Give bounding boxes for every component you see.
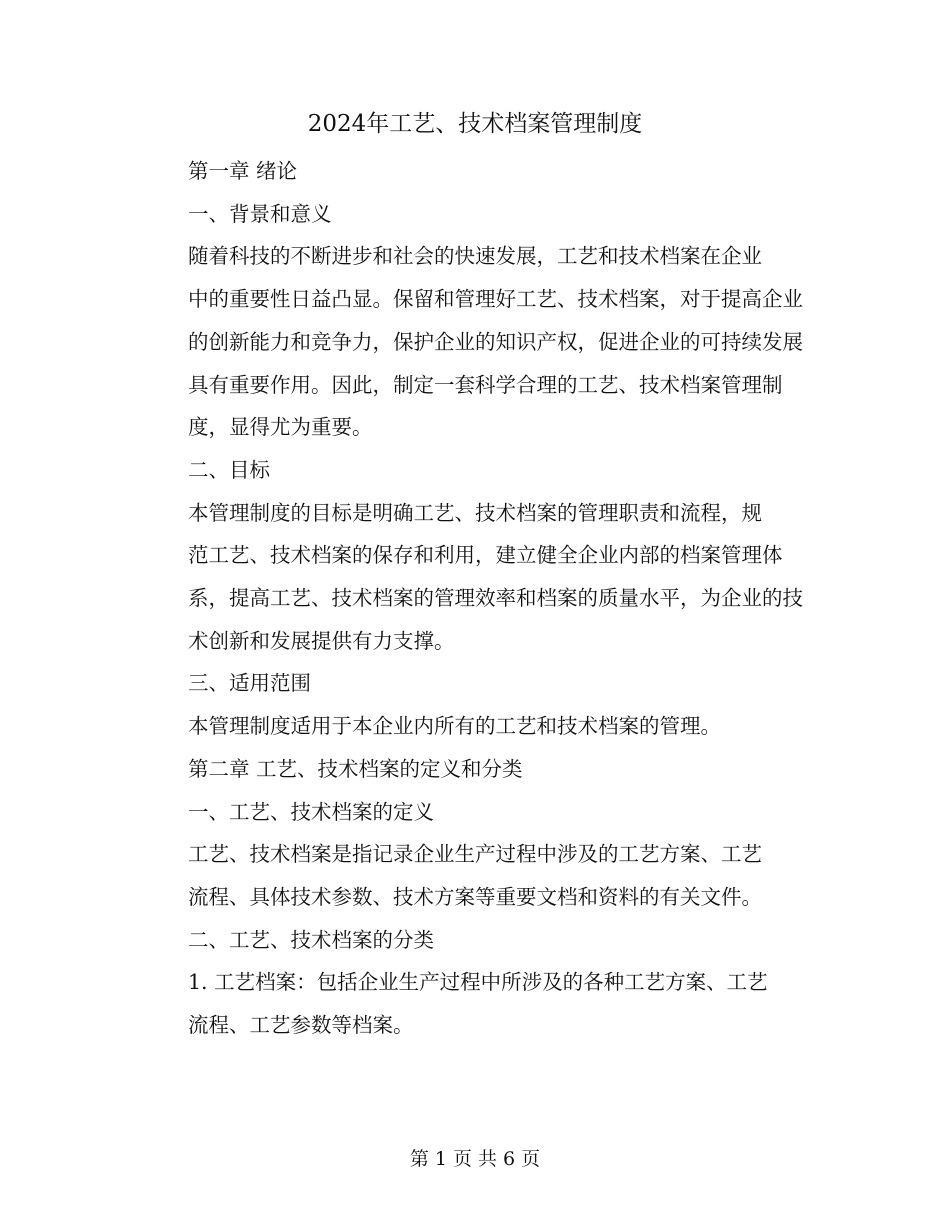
- paragraph: [141, 193, 811, 236]
- paragraph: [141, 662, 811, 705]
- text-line: 流程、具体技术参数、技术方案等重要文档和资料的有关文件。: [188, 884, 762, 909]
- text-line: 第二章 工艺、技术档案的定义和分类: [188, 756, 523, 781]
- text-line: 中的重要性日益凸显。保留和管理好工艺、技术档案，对于提高企业: [188, 287, 803, 312]
- paragraph: [141, 961, 811, 1046]
- paragraph: [141, 492, 811, 663]
- document-title: 2024年工艺、技术档案管理制度: [307, 111, 643, 137]
- text-line: 随着科技的不断进步和社会的快速发展，工艺和技术档案在企业: [188, 244, 762, 269]
- text-line: 范工艺、技术档案的保存和利用，建立健全企业内部的档案管理体: [188, 543, 783, 568]
- text-line: 1. 工艺档案：包括企业生产过程中所涉及的各种工艺方案、工艺: [188, 970, 768, 995]
- text-line: 流程、工艺参数等档案。: [188, 1013, 414, 1038]
- text-line: 三、适用范围: [188, 671, 311, 696]
- text-line: 本管理制度适用于本企业内所有的工艺和技术档案的管理。: [188, 714, 721, 739]
- text-line: 二、目标: [188, 457, 270, 482]
- text-line: 工艺、技术档案是指记录企业生产过程中涉及的工艺方案、工艺: [188, 842, 762, 867]
- text-line: 一、工艺、技术档案的定义: [188, 799, 434, 824]
- text-line: 第一章 绪论: [188, 159, 298, 183]
- text-line: 本管理制度的目标是明确工艺、技术档案的管理职责和流程，规: [188, 500, 762, 525]
- document-body: [141, 150, 811, 1047]
- text-line: 二、工艺、技术档案的分类: [188, 927, 434, 952]
- paragraph: [141, 791, 811, 834]
- paragraph: [141, 150, 811, 193]
- text-line: 具有重要作用。因此，制定一套科学合理的工艺、技术档案管理制: [188, 372, 783, 397]
- paragraph: [141, 235, 811, 449]
- text-line: 度，显得尤为重要。: [188, 415, 373, 440]
- text-line: 术创新和发展提供有力支撑。: [188, 628, 455, 653]
- text-line: 一、背景和意义: [188, 201, 332, 226]
- paragraph: [141, 833, 811, 918]
- paragraph: [141, 748, 811, 791]
- paragraph: [141, 705, 811, 748]
- text-line: 系，提高工艺、技术档案的管理效率和档案的质量水平，为企业的技: [188, 586, 803, 611]
- paragraph: [141, 919, 811, 962]
- page-number-footer: 第 1 页 共 6 页: [409, 1148, 541, 1170]
- text-line: 的创新能力和竞争力，保护企业的知识产权，促进企业的可持续发展: [188, 329, 803, 354]
- paragraph: [141, 449, 811, 492]
